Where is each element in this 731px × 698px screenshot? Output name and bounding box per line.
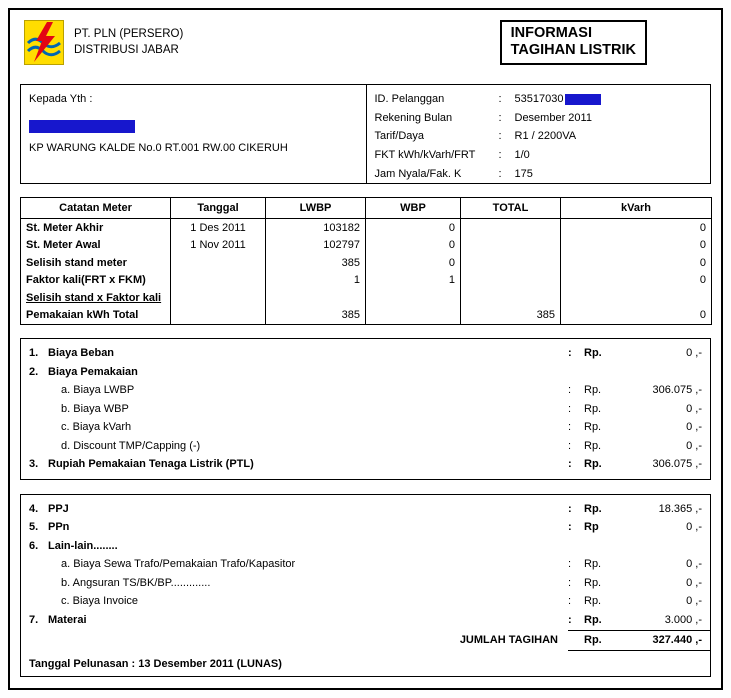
meter-cell-kvarh: 0 — [561, 254, 712, 272]
row-label: Biaya Beban — [48, 347, 115, 360]
meter-cell-tanggal: 1 Nov 2011 — [171, 237, 266, 255]
row-colon: : — [568, 421, 572, 434]
field-row-rekening-bulan — [375, 109, 703, 128]
row-amount: 306.075 ,- — [652, 384, 702, 397]
document-header — [20, 20, 711, 68]
col-header-lwbp: LWBP — [266, 198, 366, 219]
row-amount: 0 ,- — [686, 576, 702, 589]
total-label: JUMLAH TAGIHAN — [459, 634, 558, 646]
row-amount: 306.075 ,- — [652, 458, 702, 471]
field-colon: : — [498, 130, 502, 143]
row-amount: 0 ,- — [686, 421, 702, 434]
redaction-block-id — [565, 94, 601, 105]
row-colon: : — [568, 402, 572, 415]
field-row-tarif-daya — [375, 127, 703, 146]
meter-cell-kvarh — [561, 289, 712, 307]
company-name-block — [74, 20, 183, 58]
row-label: a. Biaya Sewa Trafo/Pemakaian Trafo/Kapasitor — [61, 558, 296, 571]
document-title-box — [500, 20, 647, 65]
customer-info-box — [20, 84, 711, 184]
meter-cell-kvarh: 0 — [561, 272, 712, 290]
col-header-wbp: WBP — [366, 198, 461, 219]
row-number: 3. — [29, 458, 39, 471]
row-currency: Rp. — [584, 613, 602, 626]
bill-row-sewa-trafo — [29, 555, 702, 574]
bill-row-biaya-kvarh — [29, 418, 702, 437]
customer-address-block — [21, 85, 366, 183]
row-amount: 0 ,- — [686, 595, 702, 608]
row-number: 5. — [29, 521, 39, 534]
row-number: 2. — [29, 365, 39, 378]
field-label: ID. Pelanggan — [374, 93, 445, 106]
customer-name-line — [29, 120, 358, 133]
row-label: Materai — [48, 613, 87, 626]
bill-row-ppn — [29, 518, 702, 537]
total-amount-box — [568, 630, 710, 651]
jumlah-tagihan-row — [29, 629, 702, 651]
row-currency: Rp. — [584, 439, 602, 452]
meter-row-pemakaian-kwh-total — [21, 307, 712, 325]
bill-row-angsuran — [29, 574, 702, 593]
meter-row-label: Selisih stand meter — [26, 256, 127, 269]
meter-cell-tanggal: 1 Des 2011 — [171, 219, 266, 237]
field-value: Desember 2011 — [514, 111, 592, 124]
field-label: Rekening Bulan — [374, 111, 453, 124]
meter-row-st-meter-awal — [21, 237, 712, 255]
field-value — [515, 93, 602, 105]
row-colon: : — [568, 502, 572, 515]
row-label: b. Angsuran TS/BK/BP............. — [61, 576, 211, 589]
meter-readings-table — [20, 197, 712, 325]
field-label: FKT kWh/kVarh/FRT — [374, 149, 476, 162]
row-currency: Rp. — [584, 576, 602, 589]
row-currency: Rp. — [584, 347, 602, 360]
electricity-bill-document — [8, 8, 723, 690]
row-amount: 0 ,- — [686, 558, 702, 571]
row-currency: Rp. — [584, 595, 602, 608]
meter-cell-total: 385 — [461, 307, 561, 325]
row-amount: 0 ,- — [686, 347, 702, 360]
meter-cell-wbp — [366, 289, 461, 307]
row-colon: : — [568, 558, 572, 571]
billing-section-1 — [20, 338, 711, 480]
customer-account-block — [366, 85, 711, 183]
document-title-line2: TAGIHAN LISTRIK — [510, 42, 636, 58]
meter-cell-wbp — [366, 307, 461, 325]
meter-cell-tanggal — [171, 272, 266, 290]
col-header-total: TOTAL — [461, 198, 561, 219]
row-number: 7. — [29, 613, 39, 626]
company-line2: DISTRIBUSI JABAR — [74, 44, 179, 56]
row-number: 1. — [29, 347, 39, 360]
salutation-label: Kepada Yth : — [29, 93, 93, 105]
bill-row-lain-lain — [29, 537, 702, 556]
field-row-jam-nyala — [375, 164, 703, 183]
bill-row-biaya-beban — [29, 344, 702, 363]
row-colon: : — [568, 521, 572, 534]
row-currency: Rp. — [584, 502, 602, 515]
row-label: Lain-lain........ — [48, 539, 118, 552]
meter-cell-tanggal — [171, 254, 266, 272]
field-row-id-pelanggan — [375, 90, 703, 109]
field-colon: : — [498, 149, 502, 162]
row-currency: Rp. — [584, 558, 602, 571]
row-label: b. Biaya WBP — [61, 402, 129, 415]
meter-header-row — [21, 198, 712, 219]
pln-logo-icon — [24, 20, 64, 65]
row-number: 4. — [29, 502, 39, 515]
meter-cell-lwbp: 385 — [266, 307, 366, 325]
field-colon: : — [498, 167, 502, 180]
meter-cell-lwbp: 385 — [266, 254, 366, 272]
bill-row-biaya-invoice — [29, 592, 702, 611]
field-row-fkt — [375, 146, 703, 165]
meter-cell-kvarh: 0 — [561, 219, 712, 237]
underlined-label: Selisih stand x Faktor kali — [26, 291, 162, 304]
row-amount: 3.000 ,- — [664, 613, 702, 626]
meter-cell-lwbp: 103182 — [266, 219, 366, 237]
billing-section-2 — [20, 494, 711, 678]
col-header-catatan-meter: Catatan Meter — [21, 198, 171, 219]
field-label: Tarif/Daya — [374, 130, 425, 143]
row-colon: : — [568, 458, 572, 471]
row-label: PPJ — [48, 502, 69, 515]
meter-cell-lwbp: 102797 — [266, 237, 366, 255]
col-header-tanggal: Tanggal — [171, 198, 266, 219]
row-amount: 18.365 ,- — [658, 502, 702, 515]
meter-row-label — [21, 289, 171, 307]
row-amount: 0 ,- — [686, 521, 702, 534]
company-line1: PT. PLN (PERSERO) — [74, 28, 184, 40]
bill-row-materai — [29, 611, 702, 630]
row-currency: Rp. — [584, 458, 602, 471]
meter-cell-wbp: 0 — [366, 254, 461, 272]
meter-cell-total — [461, 289, 561, 307]
meter-cell-lwbp: 1 — [266, 272, 366, 290]
customer-address-text: KP WARUNG KALDE No.0 RT.001 RW.00 CIKERUH — [29, 142, 288, 154]
field-label: Jam Nyala/Fak. K — [374, 167, 462, 180]
row-label: c. Biaya Invoice — [61, 595, 139, 608]
meter-cell-total — [461, 219, 561, 237]
row-label: d. Discount TMP/Capping (-) — [61, 439, 201, 452]
meter-cell-wbp: 1 — [366, 272, 461, 290]
meter-row-label: St. Meter Akhir — [26, 221, 104, 234]
meter-cell-lwbp — [266, 289, 366, 307]
row-number: 6. — [29, 539, 39, 552]
row-label: a. Biaya LWBP — [61, 384, 135, 397]
row-colon: : — [568, 595, 572, 608]
meter-cell-wbp: 0 — [366, 219, 461, 237]
meter-cell-total — [461, 254, 561, 272]
field-value: R1 / 2200VA — [514, 130, 577, 143]
bill-row-ppj — [29, 500, 702, 519]
id-pelanggan-visible-digits: 53517030 — [514, 93, 564, 106]
row-label: PPn — [48, 521, 70, 534]
meter-row-label: Faktor kali(FRT x FKM) — [26, 274, 146, 287]
row-currency: Rp — [584, 521, 599, 534]
col-header-kvarh: kVarh — [561, 198, 712, 219]
redaction-block-name — [29, 120, 135, 133]
row-currency: Rp. — [584, 384, 602, 397]
payment-date-note: Tanggal Pelunasan : 13 Desember 2011 (LUNAS) — [29, 658, 282, 670]
row-colon: : — [568, 439, 572, 452]
meter-cell-kvarh: 0 — [561, 237, 712, 255]
row-label: Rupiah Pemakaian Tenaga Listrik (PTL) — [48, 458, 254, 471]
meter-row-selisih-x-faktor — [21, 289, 712, 307]
total-amount: 327.440 ,- — [652, 634, 702, 646]
row-amount: 0 ,- — [686, 402, 702, 415]
meter-cell-kvarh: 0 — [561, 307, 712, 325]
row-colon: : — [568, 576, 572, 589]
row-currency: Rp. — [584, 421, 602, 434]
meter-row-faktor-kali — [21, 272, 712, 290]
bill-row-biaya-pemakaian — [29, 363, 702, 382]
field-value: 175 — [514, 167, 533, 180]
field-colon: : — [498, 111, 502, 124]
meter-row-label: Pemakaian kWh Total — [26, 309, 139, 322]
row-label: c. Biaya kVarh — [61, 421, 132, 434]
row-label: Biaya Pemakaian — [48, 365, 138, 378]
row-amount: 0 ,- — [686, 439, 702, 452]
bill-row-rupiah-ptl — [29, 455, 702, 474]
meter-cell-tanggal — [171, 289, 266, 307]
document-title-line1: INFORMASI — [510, 25, 592, 41]
meter-row-selisih-stand — [21, 254, 712, 272]
bill-row-biaya-wbp — [29, 400, 702, 419]
bill-row-biaya-lwbp — [29, 381, 702, 400]
meter-cell-total — [461, 237, 561, 255]
meter-row-label: St. Meter Awal — [26, 239, 101, 252]
row-colon: : — [568, 384, 572, 397]
meter-row-st-meter-akhir — [21, 219, 712, 237]
meter-cell-tanggal — [171, 307, 266, 325]
total-currency: Rp. — [584, 634, 602, 646]
row-currency: Rp. — [584, 402, 602, 415]
meter-cell-wbp: 0 — [366, 237, 461, 255]
meter-cell-total — [461, 272, 561, 290]
field-value: 1/0 — [514, 149, 530, 162]
row-colon: : — [568, 613, 572, 626]
row-colon: : — [568, 347, 572, 360]
bill-row-discount-tmp — [29, 437, 702, 456]
field-colon: : — [498, 93, 502, 106]
